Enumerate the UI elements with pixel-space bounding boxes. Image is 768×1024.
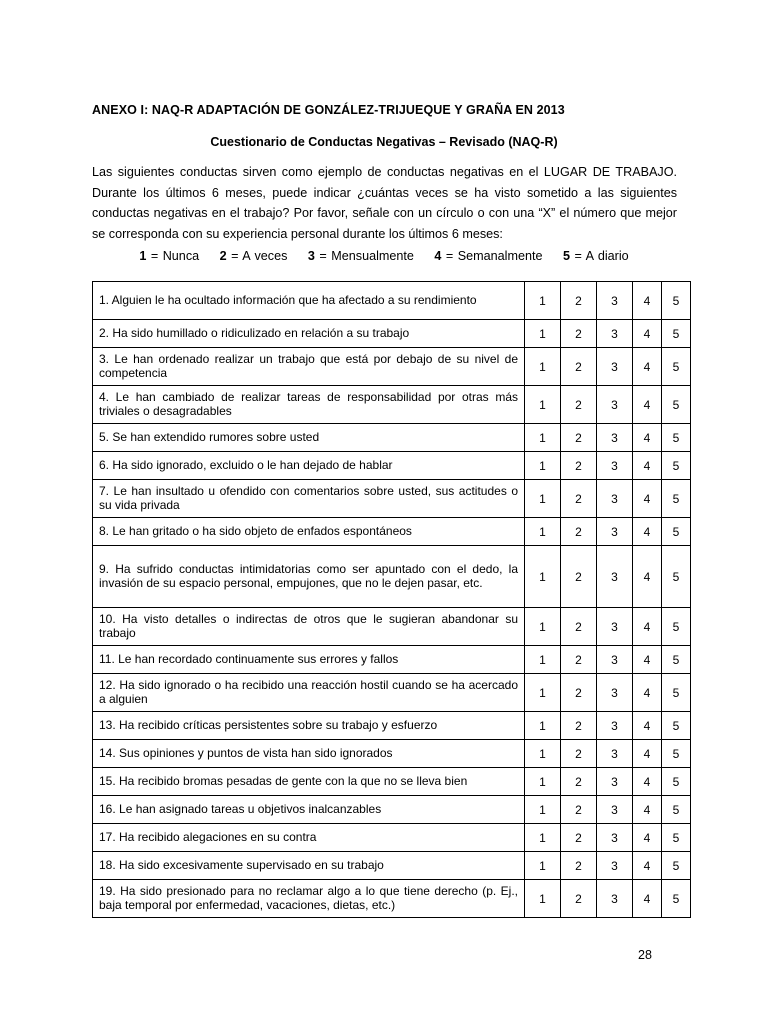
answer-option-2[interactable]: 2: [561, 452, 597, 480]
answer-option-2[interactable]: 2: [561, 424, 597, 452]
scale-item-1: [139, 249, 199, 263]
answer-option-1[interactable]: 1: [525, 282, 561, 320]
question-row: [93, 546, 691, 608]
answer-option-2[interactable]: 2: [561, 880, 597, 918]
question-row: [93, 348, 691, 386]
question-text: 18. Ha sido excesivamente supervisado en su trabajo: [93, 852, 525, 880]
question-row: [93, 608, 691, 646]
answer-option-4[interactable]: 4: [633, 282, 662, 320]
scale-item-3: [308, 249, 414, 263]
answer-option-1[interactable]: 1: [525, 824, 561, 852]
scale-label: = A diario: [574, 249, 629, 263]
question-row: [93, 386, 691, 424]
answer-option-4[interactable]: 4: [633, 452, 662, 480]
answer-option-3[interactable]: 3: [597, 424, 633, 452]
question-row: [93, 796, 691, 824]
question-text: 13. Ha recibido críticas persistentes sobre su trabajo y esfuerzo: [93, 712, 525, 740]
answer-option-5[interactable]: 5: [662, 768, 691, 796]
answer-option-3[interactable]: 3: [597, 880, 633, 918]
scale-label: = A veces: [231, 249, 288, 263]
scale-item-2: [220, 249, 288, 263]
question-row: [93, 518, 691, 546]
scale-num: 1: [139, 249, 147, 263]
question-row: [93, 712, 691, 740]
answer-option-5[interactable]: 5: [662, 796, 691, 824]
answer-option-3[interactable]: 3: [597, 712, 633, 740]
questionnaire-table: [92, 281, 691, 918]
answer-option-5[interactable]: 5: [662, 452, 691, 480]
answer-option-2[interactable]: 2: [561, 712, 597, 740]
question-text: 8. Le han gritado o ha sido objeto de enfados espontáneos: [93, 518, 525, 546]
question-text: 3. Le han ordenado realizar un trabajo que está por debajo de su nivel de competencia: [93, 348, 525, 386]
answer-option-5[interactable]: 5: [662, 480, 691, 518]
answer-option-5[interactable]: 5: [662, 674, 691, 712]
answer-option-5[interactable]: 5: [662, 546, 691, 608]
answer-option-4[interactable]: 4: [633, 424, 662, 452]
answer-option-1[interactable]: 1: [525, 880, 561, 918]
answer-option-4[interactable]: 4: [633, 674, 662, 712]
answer-option-3[interactable]: 3: [597, 320, 633, 348]
answer-option-1[interactable]: 1: [525, 424, 561, 452]
answer-option-3[interactable]: 3: [597, 546, 633, 608]
answer-option-3[interactable]: 3: [597, 824, 633, 852]
question-row: [93, 674, 691, 712]
answer-option-1[interactable]: 1: [525, 386, 561, 424]
answer-option-4[interactable]: 4: [633, 608, 662, 646]
scale-num: 2: [219, 249, 227, 263]
scale-item-5: [563, 249, 629, 263]
answer-option-3[interactable]: 3: [597, 608, 633, 646]
answer-option-1[interactable]: 1: [525, 674, 561, 712]
question-row: [93, 880, 691, 918]
question-row: [93, 480, 691, 518]
answer-option-5[interactable]: 5: [662, 386, 691, 424]
answer-option-4[interactable]: 4: [633, 740, 662, 768]
question-row: [93, 282, 691, 320]
answer-option-3[interactable]: 3: [597, 386, 633, 424]
answer-option-4[interactable]: 4: [633, 546, 662, 608]
answer-option-1[interactable]: 1: [525, 518, 561, 546]
answer-option-3[interactable]: 3: [597, 518, 633, 546]
question-text: 17. Ha recibido alegaciones en su contra: [93, 824, 525, 852]
question-text: 4. Le han cambiado de realizar tareas de responsabilidad por otras más triviales o desagradables: [93, 386, 525, 424]
answer-option-5[interactable]: 5: [662, 740, 691, 768]
answer-option-2[interactable]: 2: [561, 646, 597, 674]
answer-option-2[interactable]: 2: [561, 386, 597, 424]
question-text: 12. Ha sido ignorado o ha recibido una reacción hostil cuando se ha acercado a alguien: [93, 674, 525, 712]
question-text: 5. Se han extendido rumores sobre usted: [93, 424, 525, 452]
answer-option-1[interactable]: 1: [525, 480, 561, 518]
question-text: 14. Sus opiniones y puntos de vista han sido ignorados: [93, 740, 525, 768]
answer-option-4[interactable]: 4: [633, 348, 662, 386]
question-text: 2. Ha sido humillado o ridiculizado en relación a su trabajo: [93, 320, 525, 348]
answer-option-4[interactable]: 4: [633, 646, 662, 674]
answer-option-2[interactable]: 2: [561, 768, 597, 796]
answer-option-5[interactable]: 5: [662, 712, 691, 740]
answer-option-3[interactable]: 3: [597, 282, 633, 320]
answer-option-2[interactable]: 2: [561, 824, 597, 852]
answer-option-3[interactable]: 3: [597, 674, 633, 712]
question-text: 1. Alguien le ha ocultado información que ha afectado a su rendimiento: [93, 282, 525, 320]
scale-label: = Mensualmente: [319, 249, 414, 263]
scale-num: 4: [434, 249, 442, 263]
scale-num: 3: [307, 249, 315, 263]
answer-option-1[interactable]: 1: [525, 348, 561, 386]
answer-option-1[interactable]: 1: [525, 852, 561, 880]
answer-option-4[interactable]: 4: [633, 796, 662, 824]
question-text: 10. Ha visto detalles o indirectas de otros que le sugieran abandonar su trabajo: [93, 608, 525, 646]
question-row: [93, 768, 691, 796]
question-text: 19. Ha sido presionado para no reclamar algo a lo que tiene derecho (p. Ej., baja temporal por enfermedad, vacaciones, dietas, etc.): [93, 880, 525, 918]
answer-option-1[interactable]: 1: [525, 768, 561, 796]
answer-option-4[interactable]: 4: [633, 518, 662, 546]
answer-option-4[interactable]: 4: [633, 480, 662, 518]
answer-option-1[interactable]: 1: [525, 646, 561, 674]
answer-option-3[interactable]: 3: [597, 852, 633, 880]
intro-paragraph: Las siguientes conductas sirven como ejemplo de conductas negativas en el LUGAR DE TRABAJO. Durante los últimos 6 meses, puede indicar ¿cuántas veces se ha visto sometido a las siguientes conductas negativas en el trabajo? Por favor, señale con un círculo o con una “X” el número que mejor se corresponda con su experiencia personal durante los últimos 6 meses:: [92, 165, 677, 241]
question-row: [93, 824, 691, 852]
question-row: [93, 452, 691, 480]
answer-option-5[interactable]: 5: [662, 852, 691, 880]
answer-option-5[interactable]: 5: [662, 608, 691, 646]
answer-option-3[interactable]: 3: [597, 646, 633, 674]
page-number: 28: [638, 948, 652, 962]
question-row: [93, 424, 691, 452]
questionnaire-title: Cuestionario de Conductas Negativas – Revisado (NAQ-R): [210, 135, 558, 149]
question-row: [93, 852, 691, 880]
question-text: 11. Le han recordado continuamente sus errores y fallos: [93, 646, 525, 674]
answer-option-5[interactable]: 5: [662, 646, 691, 674]
answer-option-5[interactable]: 5: [662, 282, 691, 320]
annex-heading: ANEXO I: NAQ-R ADAPTACIÓN DE GONZÁLEZ-TRIJUEQUE Y GRAÑA EN 2013: [92, 103, 565, 117]
scale-num: 5: [562, 249, 570, 263]
question-text: 6. Ha sido ignorado, excluido o le han dejado de hablar: [93, 452, 525, 480]
answer-option-1[interactable]: 1: [525, 712, 561, 740]
answer-option-2[interactable]: 2: [561, 740, 597, 768]
answer-option-1[interactable]: 1: [525, 320, 561, 348]
answer-option-3[interactable]: 3: [597, 452, 633, 480]
answer-option-1[interactable]: 1: [525, 740, 561, 768]
answer-option-2[interactable]: 2: [561, 320, 597, 348]
answer-option-2[interactable]: 2: [561, 796, 597, 824]
answer-option-2[interactable]: 2: [561, 852, 597, 880]
answer-option-3[interactable]: 3: [597, 348, 633, 386]
question-row: [93, 646, 691, 674]
answer-option-5[interactable]: 5: [662, 348, 691, 386]
answer-option-2[interactable]: 2: [561, 480, 597, 518]
answer-option-3[interactable]: 3: [597, 796, 633, 824]
answer-option-4[interactable]: 4: [633, 824, 662, 852]
answer-option-4[interactable]: 4: [633, 386, 662, 424]
answer-option-1[interactable]: 1: [525, 546, 561, 608]
scale-label: = Nunca: [150, 249, 200, 263]
answer-option-4[interactable]: 4: [633, 768, 662, 796]
answer-option-2[interactable]: 2: [561, 348, 597, 386]
answer-option-5[interactable]: 5: [662, 320, 691, 348]
response-scale-legend: [0, 249, 768, 263]
answer-option-5[interactable]: 5: [662, 518, 691, 546]
question-text: 9. Ha sufrido conductas intimidatorias como ser apuntado con el dedo, la invasión de su espacio personal, empujones, que no le dejen pasar, etc.: [93, 546, 525, 608]
question-text: 7. Le han insultado u ofendido con comentarios sobre usted, sus actitudes o su vida privada: [93, 480, 525, 518]
question-text: 16. Le han asignado tareas u objetivos inalcanzables: [93, 796, 525, 824]
question-text: 15. Ha recibido bromas pesadas de gente con la que no se lleva bien: [93, 768, 525, 796]
answer-option-4[interactable]: 4: [633, 712, 662, 740]
answer-option-2[interactable]: 2: [561, 282, 597, 320]
answer-option-1[interactable]: 1: [525, 452, 561, 480]
answer-option-4[interactable]: 4: [633, 852, 662, 880]
answer-option-2[interactable]: 2: [561, 674, 597, 712]
question-row: [93, 320, 691, 348]
answer-option-5[interactable]: 5: [662, 824, 691, 852]
answer-option-2[interactable]: 2: [561, 546, 597, 608]
scale-item-4: [434, 249, 542, 263]
question-row: [93, 740, 691, 768]
answer-option-5[interactable]: 5: [662, 424, 691, 452]
answer-option-4[interactable]: 4: [633, 320, 662, 348]
answer-option-1[interactable]: 1: [525, 608, 561, 646]
scale-label: = Semanalmente: [445, 249, 543, 263]
answer-option-3[interactable]: 3: [597, 768, 633, 796]
answer-option-2[interactable]: 2: [561, 518, 597, 546]
answer-option-2[interactable]: 2: [561, 608, 597, 646]
answer-option-3[interactable]: 3: [597, 480, 633, 518]
answer-option-5[interactable]: 5: [662, 880, 691, 918]
answer-option-3[interactable]: 3: [597, 740, 633, 768]
answer-option-4[interactable]: 4: [633, 880, 662, 918]
answer-option-1[interactable]: 1: [525, 796, 561, 824]
